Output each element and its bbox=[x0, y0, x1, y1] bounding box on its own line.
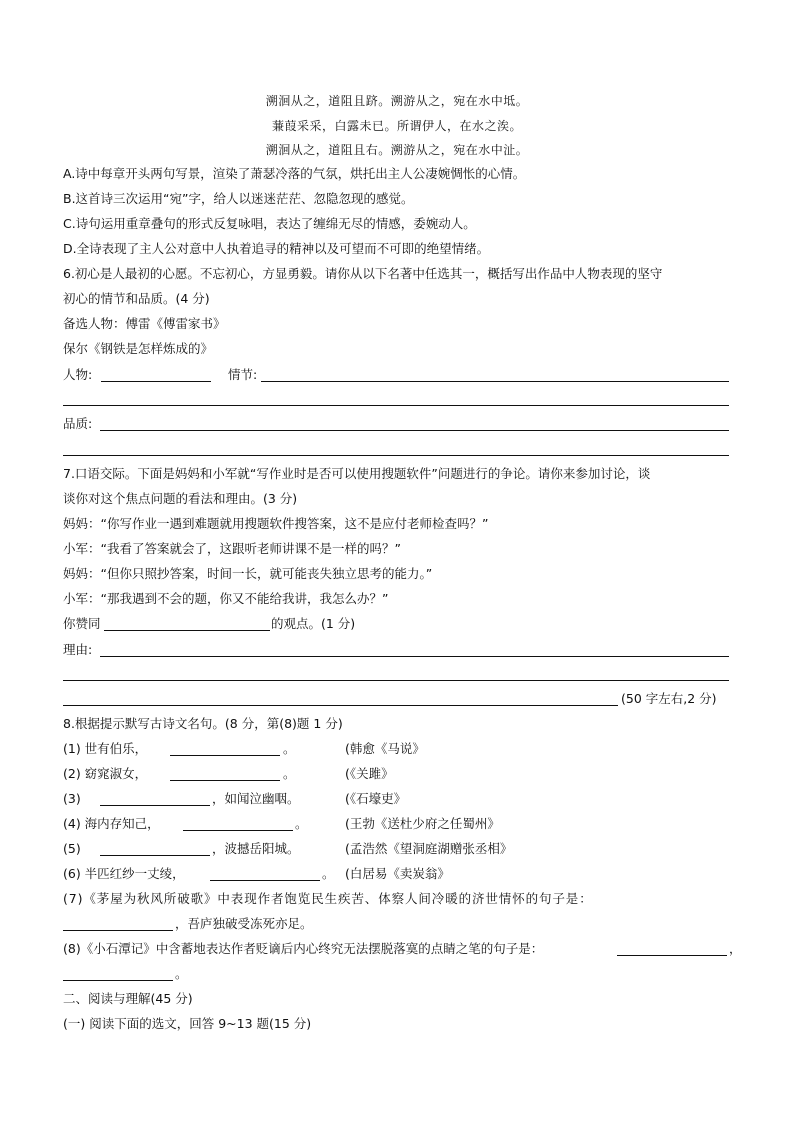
q8-item-4-suffix: 。 bbox=[295, 816, 308, 831]
q6-plot-blank-line-2[interactable] bbox=[63, 405, 729, 406]
q7-dialogue-1: 妈妈：“你写作业一遇到难题就用搜题软件搜答案，这不是应付老师检查吗？” bbox=[63, 516, 489, 531]
q6-quality-blank-line-2[interactable] bbox=[63, 455, 729, 456]
q8-item-4-source: (王勃《送杜少府之任蜀州》 bbox=[345, 816, 500, 831]
poem-line-2: 蒹葭采采，白露未已。所谓伊人，在水之涘。 bbox=[271, 119, 522, 133]
option-b: B.这首诗三次运用“宛”字，给人以迷迷茫茫、忽隐忽现的感觉。 bbox=[63, 191, 414, 206]
q7-word-count-note: (50 字左右,2 分) bbox=[621, 691, 717, 706]
q8-item-2-prefix: (2) 窈窕淑女， bbox=[63, 766, 148, 781]
q8-item-4-prefix: (4) 海内存知己， bbox=[63, 816, 160, 831]
q7-reason-blank-line-2[interactable] bbox=[63, 680, 729, 681]
q7-agree-blank[interactable] bbox=[104, 630, 270, 631]
q7-prompt-line-2: 谈你对这个焦点问题的看法和理由。(3 分) bbox=[63, 491, 298, 506]
q8-title: 8.根据提示默写古诗文名句。(8 分，第(8)题 1 分) bbox=[63, 716, 343, 731]
q8-item-3-suffix: ，如闻泣幽咽。 bbox=[212, 791, 300, 806]
q6-person-label: 人物: bbox=[63, 367, 93, 382]
q8-item-6-suffix: 。 bbox=[322, 866, 335, 881]
q8-item-8-comma: ， bbox=[729, 941, 742, 956]
q8-item-1-source: (韩愈《马说》 bbox=[345, 741, 425, 756]
q7-reason-blank[interactable] bbox=[100, 656, 729, 657]
q8-item-8-prompt: (8)《小石潭记》中含蓄地表达作者贬谪后内心终究无法摆脱落寞的点睛之笔的句子是： bbox=[63, 941, 544, 956]
q8-item-7-blank[interactable] bbox=[63, 930, 173, 931]
q8-item-3-source: (《石壕吏》 bbox=[345, 791, 407, 806]
q8-item-5-prefix: (5) bbox=[63, 841, 81, 856]
q6-plot-blank[interactable] bbox=[261, 381, 729, 382]
q8-item-1-prefix: (1) 世有伯乐， bbox=[63, 741, 148, 756]
q7-dialogue-3: 妈妈：“但你只照抄答案，时间一长，就可能丧失独立思考的能力。” bbox=[63, 566, 433, 581]
q8-item-5-source: (孟浩然《望洞庭湖赠张丞相》 bbox=[345, 841, 513, 856]
poem-line-3: 溯洄从之，道阻且右。溯游从之，宛在水中沚。 bbox=[265, 143, 529, 157]
q8-item-8-blank-1[interactable] bbox=[617, 955, 727, 956]
q8-item-8-end: 。 bbox=[175, 966, 188, 981]
q8-item-5-suffix: ，波撼岳阳城。 bbox=[212, 841, 300, 856]
q6-plot-label: 情节: bbox=[228, 367, 258, 382]
q8-item-7-prompt: (7)《茅屋为秋风所破歌》中表现作者饱览民生疾苦、体察人间冷暖的济世情怀的句子是： bbox=[63, 891, 593, 906]
q7-dialogue-4: 小军：“那我遇到不会的题，你又不能给我讲，我怎么办？” bbox=[63, 591, 389, 606]
q7-dialogue-2: 小军：“我看了答案就会了，这跟听老师讲课不是一样的吗？” bbox=[63, 541, 401, 556]
q8-item-1-blank[interactable] bbox=[170, 755, 280, 756]
option-d: D.全诗表现了主人公对意中人执着追寻的精神以及可望而不可即的绝望情绪。 bbox=[63, 241, 490, 256]
q8-item-2-blank[interactable] bbox=[170, 780, 280, 781]
option-c: C.诗句运用重章叠句的形式反复咏唱，表达了缠绵无尽的情感，委婉动人。 bbox=[63, 216, 476, 231]
q8-item-6-blank[interactable] bbox=[210, 880, 320, 881]
q8-item-1-suffix: 。 bbox=[283, 741, 296, 756]
q6-prompt-line-2: 初心的情节和品质。(4 分) bbox=[63, 291, 210, 306]
q6-candidates: 备选人物：傅雷《傅雷家书》 bbox=[63, 316, 226, 331]
q8-item-7-suffix: ，吾庐独破受冻死亦足。 bbox=[175, 916, 313, 931]
section-2-title: 二、阅读与理解(45 分) bbox=[63, 991, 193, 1006]
poem-line-1: 溯洄从之，道阻且跻。溯游从之，宛在水中坻。 bbox=[265, 94, 529, 108]
q6-quality-blank[interactable] bbox=[100, 430, 729, 431]
q8-item-2-suffix: 。 bbox=[283, 766, 296, 781]
q7-reason-blank-line-3[interactable] bbox=[63, 705, 618, 706]
option-a: A.诗中每章开头两句写景，渲染了萧瑟冷落的气氛，烘托出主人公凄婉惆怅的心情。 bbox=[63, 166, 526, 181]
q7-agree-suffix: 的观点。(1 分) bbox=[271, 616, 356, 631]
q7-prompt-line-1: 7.口语交际。下面是妈妈和小军就“写作业时是否可以使用搜题软件”问题进行的争论。请你来参加讨论，谈 bbox=[63, 466, 651, 481]
q8-item-2-source: (《关雎》 bbox=[345, 766, 394, 781]
q8-item-8-blank-2[interactable] bbox=[63, 980, 173, 981]
q7-reason-label: 理由: bbox=[63, 642, 93, 657]
q8-item-3-blank[interactable] bbox=[100, 805, 210, 806]
section-2-subtitle: (一) 阅读下面的选文，回答 9~13 题(15 分) bbox=[63, 1016, 312, 1031]
q6-candidate-2: 保尔《钢铁是怎样炼成的》 bbox=[63, 341, 214, 356]
q8-item-6-source: (白居易《卖炭翁》 bbox=[345, 866, 450, 881]
q8-item-5-blank[interactable] bbox=[100, 855, 210, 856]
q7-agree-prefix: 你赞同 bbox=[63, 616, 101, 631]
q6-quality-label: 品质: bbox=[63, 416, 93, 431]
q6-person-blank[interactable] bbox=[101, 381, 211, 382]
q8-item-6-prefix: (6) 半匹红纱一丈绫， bbox=[63, 866, 185, 881]
q8-item-3-prefix: (3) bbox=[63, 791, 81, 806]
q8-item-4-blank[interactable] bbox=[183, 830, 293, 831]
q6-prompt-line-1: 6.初心是人最初的心愿。不忘初心，方显勇毅。请你从以下名著中任选其一，概括写出作品中人物表现的坚守 bbox=[63, 266, 663, 281]
